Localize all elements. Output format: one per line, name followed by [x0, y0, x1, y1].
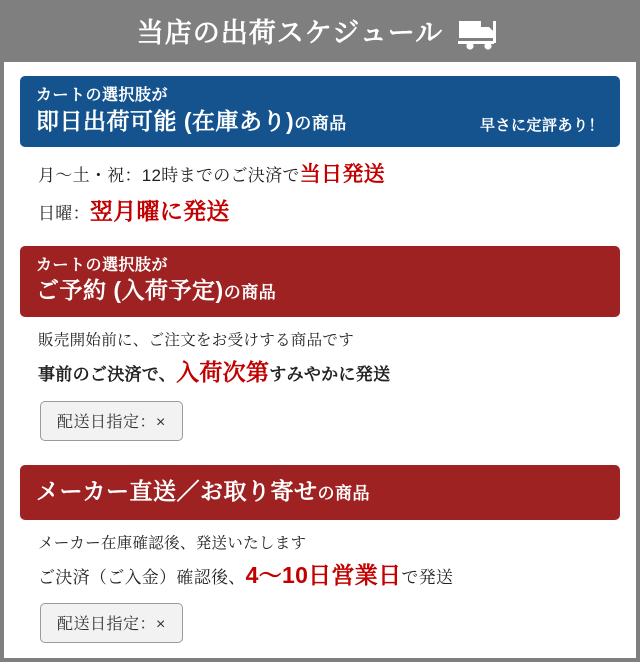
banner-direct-shipping-title-suffix: の商品 — [317, 483, 371, 503]
banner-reservation-title-suffix: の商品 — [223, 283, 277, 303]
banner-in-stock — [20, 76, 620, 147]
detail-line — [38, 355, 602, 391]
detail-lead: 月〜土・祝：12時までのご決済で — [38, 166, 300, 186]
detail-trail: すみやかに発送 — [269, 365, 391, 385]
banner-reservation-subtitle: カートの選択肢が — [36, 256, 169, 274]
delivery-date-tag: 配送日指定：× — [40, 401, 183, 441]
banner-direct-shipping — [20, 465, 620, 520]
banner-reservation — [20, 246, 620, 317]
banner-in-stock-subtitle: カートの選択肢が — [36, 87, 169, 104]
detail-line — [38, 558, 602, 594]
detail-line — [38, 532, 602, 556]
detail-line — [38, 329, 602, 353]
banner-direct-shipping-title — [36, 477, 604, 507]
detail-lead: 事前のご決済で、 — [38, 365, 177, 385]
page-title: 当店の出荷スケジュール — [136, 17, 444, 48]
detail-line — [38, 194, 602, 230]
schedule-body — [4, 62, 636, 661]
detail-emphasis: 4〜10日営業日 — [245, 561, 402, 588]
banner-in-stock-title-suffix: の商品 — [294, 113, 347, 133]
banner-direct-shipping-title-main: メーカー直送／お取り寄せ — [36, 477, 318, 504]
delivery-date-tag: 配送日指定：× — [40, 603, 183, 643]
detail-line — [38, 159, 602, 192]
page-header — [4, 4, 636, 62]
detail-trail: で発送 — [401, 567, 454, 587]
detail-reservation — [20, 317, 620, 449]
banner-reservation-title-main: ご予約 (入荷予定) — [36, 277, 224, 304]
detail-in-stock — [20, 147, 620, 237]
detail-direct-shipping — [20, 520, 620, 652]
detail-emphasis: 当日発送 — [299, 163, 385, 187]
banner-in-stock-title-main: 即日出荷可能 (在庫あり) — [36, 107, 295, 134]
banner-in-stock-note: 早さに定評あり！ — [479, 117, 604, 135]
detail-emphasis: 入荷次第 — [176, 359, 270, 386]
delivery-truck-icon — [457, 16, 503, 50]
detail-lead: 販売開始前に、ご注文をお受けする商品です — [38, 332, 355, 350]
detail-emphasis: 翌月曜に発送 — [89, 198, 230, 225]
detail-lead: 日曜： — [38, 204, 90, 224]
detail-lead: ご決済（ご入金）確認後、 — [38, 567, 246, 587]
banner-reservation-title — [36, 276, 604, 306]
detail-lead: メーカー在庫確認後、発送いたします — [38, 534, 307, 552]
